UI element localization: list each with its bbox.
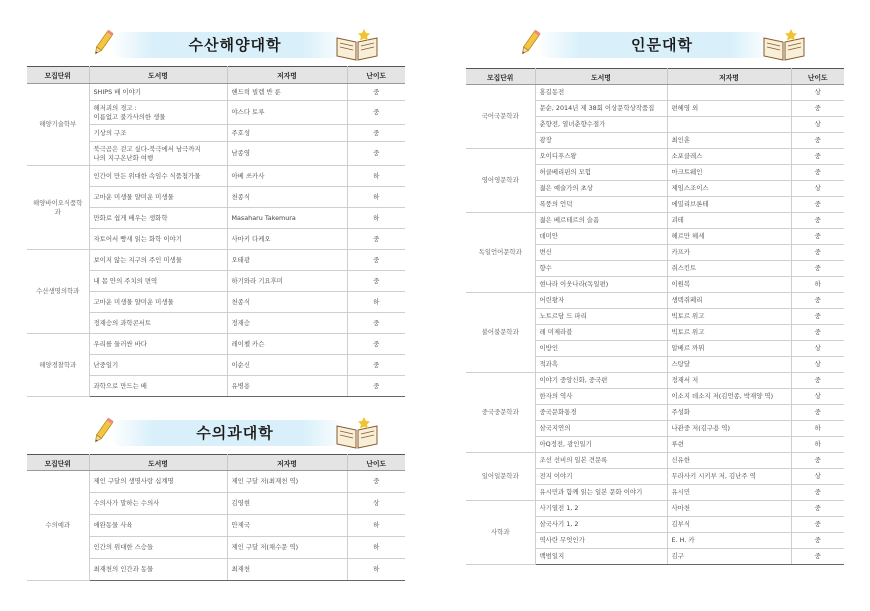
book-cell: SHIPS 배 이야기	[89, 84, 227, 101]
book-cell: 수의사가 말하는 수의사	[89, 493, 227, 515]
book-cell: 허클베리핀의 모험	[535, 165, 667, 181]
book-cell: 중국문화통경	[535, 405, 667, 421]
book-line: 이름없고 불가사의한 생물	[93, 112, 166, 121]
book-cell: 젊은 베르테르의 슬픔	[535, 213, 667, 229]
col-header-author: 저자명	[667, 69, 791, 85]
book-line: 해저괴의 경고 :	[93, 103, 137, 112]
book-cell: 만화로 쉽게 배우는 생화학	[89, 208, 227, 229]
author-cell: 이순신	[227, 355, 347, 376]
suui-table	[27, 454, 405, 581]
author-cell: Masaharu Takemura	[227, 208, 347, 229]
author-cell: 유시민	[667, 485, 791, 501]
author-cell: 스탕달	[667, 357, 791, 373]
suui-header	[90, 414, 380, 458]
table-row	[27, 84, 405, 101]
unit-cell: 해양기술학부	[27, 84, 89, 166]
table-row	[466, 293, 844, 309]
author-cell: 카프카	[667, 245, 791, 261]
level-cell: 중	[791, 293, 844, 309]
book-cell: 고마운 미생물 얄미운 미생물	[89, 187, 227, 208]
book-cell: 조선 선비의 일본 견문록	[535, 453, 667, 469]
author-cell: 하기와라 기요후미	[227, 271, 347, 292]
book-cell: 문순, 2014년 제 38회 이상문학상작품집	[535, 101, 667, 117]
book-cell: 폭풍의 언덕	[535, 197, 667, 213]
level-cell: 상	[791, 389, 844, 405]
col-header-book: 도서명	[535, 69, 667, 85]
book-line: 나의 지구온난화 여행	[93, 153, 154, 162]
author-cell: 야스다 토루	[227, 101, 347, 125]
author-cell: 이원복	[667, 277, 791, 293]
level-cell: 중	[347, 471, 405, 493]
level-cell: 상	[791, 341, 844, 357]
book-cell: 애완동물 사육	[89, 515, 227, 537]
book-cell: 난중일기	[89, 355, 227, 376]
col-header-unit: 모집단위	[27, 455, 89, 471]
author-cell: 정재서 저	[667, 373, 791, 389]
level-cell: 하	[347, 166, 405, 187]
level-cell: 중	[347, 376, 405, 397]
col-header-level: 난이도	[791, 69, 844, 85]
author-cell: 레이첼 카슨	[227, 334, 347, 355]
book-line: 북극곰은 걷고 싶다-북극에서 남극까지	[93, 144, 201, 153]
level-cell: 상	[791, 469, 844, 485]
book-cell: 홍길동전	[535, 85, 667, 101]
author-cell: 천종식	[227, 292, 347, 313]
level-cell: 중	[791, 229, 844, 245]
book-cell: 과학으로 만드는 배	[89, 376, 227, 397]
level-cell: 하	[347, 515, 405, 537]
inmun-header	[517, 26, 807, 70]
level-cell: 중	[791, 101, 844, 117]
author-cell: 김부식	[667, 517, 791, 533]
author-cell: 최재천	[227, 559, 347, 581]
table-row	[27, 471, 405, 493]
unit-cell: 일어일문학과	[466, 453, 535, 501]
level-cell: 중	[791, 261, 844, 277]
book-cell: 젊은 예술가의 초상	[535, 181, 667, 197]
book-cell: 최재천의 인간과 동물	[89, 559, 227, 581]
level-cell: 중	[347, 271, 405, 292]
suisan-table	[27, 66, 405, 397]
author-cell: 사마키 다케오	[227, 229, 347, 250]
level-cell: 상	[791, 85, 844, 101]
level-cell: 중	[347, 142, 405, 166]
author-cell: 주호성	[227, 125, 347, 142]
author-cell: 생텍쥐페리	[667, 293, 791, 309]
book-cell: 전지 이야기	[535, 469, 667, 485]
level-cell: 중	[347, 313, 405, 334]
author-cell: 유병용	[227, 376, 347, 397]
inmun-title: 인문대학	[631, 36, 693, 54]
author-cell: 신유한	[667, 453, 791, 469]
author-cell: 편혜영 외	[667, 101, 791, 117]
level-cell: 중	[347, 229, 405, 250]
author-cell: 남종영	[227, 142, 347, 166]
level-cell: 하	[347, 208, 405, 229]
table-row	[27, 250, 405, 271]
author-cell: 마크트웨인	[667, 165, 791, 181]
level-cell: 하	[347, 292, 405, 313]
author-cell: E. H. 카	[667, 533, 791, 549]
author-cell: 헨드릭 빌렘 반 룬	[227, 84, 347, 101]
book-cell: 삼국사기 1, 2	[535, 517, 667, 533]
author-cell: 천종식	[227, 187, 347, 208]
book-icon	[334, 26, 380, 62]
level-cell: 중	[791, 245, 844, 261]
table-row	[27, 166, 405, 187]
col-header-unit: 모집단위	[466, 69, 535, 85]
col-header-author: 저자명	[227, 455, 347, 471]
author-cell: 헤르만 헤세	[667, 229, 791, 245]
author-cell: 빅토르 위고	[667, 309, 791, 325]
author-cell: 이소지 데소지 저(김언종, 박재양 역)	[667, 389, 791, 405]
level-cell: 중	[791, 197, 844, 213]
level-cell: 중	[791, 133, 844, 149]
suisan-title: 수산해양대학	[188, 36, 282, 54]
level-cell: 중	[347, 250, 405, 271]
book-cell: 이야기 중앙신화, 중국편	[535, 373, 667, 389]
level-cell: 중	[791, 309, 844, 325]
book-cell: 노트르담 드 파리	[535, 309, 667, 325]
level-cell: 중	[791, 149, 844, 165]
book-cell: 이방인	[535, 341, 667, 357]
level-cell: 하	[791, 437, 844, 453]
book-cell: 자토어서 빵새 읽는 화학 이야기	[89, 229, 227, 250]
book-cell: 인간의 위대한 스승들	[89, 537, 227, 559]
table-row	[466, 501, 844, 517]
col-header-level: 난이도	[347, 455, 405, 471]
book-cell: 역사란 무엇인가	[535, 533, 667, 549]
book-cell: 레 미제라블	[535, 325, 667, 341]
book-cell: 유시민과 함께 읽는 일본 문화 이야기	[535, 485, 667, 501]
level-cell: 중	[791, 165, 844, 181]
level-cell: 중	[347, 334, 405, 355]
book-cell: 아Q정전, 광인일기	[535, 437, 667, 453]
book-cell: 춘향전, 열녀춘향수절가	[535, 117, 667, 133]
level-cell: 중	[791, 453, 844, 469]
unit-cell: 중국중문학과	[466, 373, 535, 453]
level-cell: 중	[347, 101, 405, 125]
book-icon	[761, 26, 807, 62]
level-cell: 상	[347, 493, 405, 515]
level-cell: 중	[791, 213, 844, 229]
col-header-book: 도서명	[89, 67, 227, 84]
author-cell: 아베 쓰카사	[227, 166, 347, 187]
level-cell: 중	[347, 84, 405, 101]
suisan-header	[90, 26, 380, 70]
book-cell: 기상의 구조	[89, 125, 227, 142]
level-cell: 중	[791, 405, 844, 421]
unit-cell: 국어국문학과	[466, 85, 535, 149]
level-cell: 중	[791, 549, 844, 565]
book-cell: 데미안	[535, 229, 667, 245]
unit-cell: 수산생명의학과	[27, 250, 89, 334]
unit-cell: 사학과	[466, 501, 535, 565]
book-cell: 적과흑	[535, 357, 667, 373]
author-cell: 제임스조이스	[667, 181, 791, 197]
book-cell: 제인 구달의 생명사랑 십계명	[89, 471, 227, 493]
author-cell	[667, 85, 791, 101]
level-cell: 하	[347, 559, 405, 581]
level-cell: 하	[347, 187, 405, 208]
book-cell: 광장	[535, 133, 667, 149]
col-header-author: 저자명	[227, 67, 347, 84]
suui-title: 수의과대학	[196, 424, 274, 442]
author-cell: 김영현	[227, 493, 347, 515]
col-header-book: 도서명	[89, 455, 227, 471]
table-row	[27, 334, 405, 355]
author-cell: 괴테	[667, 213, 791, 229]
author-cell: 오태광	[227, 250, 347, 271]
level-cell: 중	[791, 533, 844, 549]
level-cell: 상	[791, 181, 844, 197]
author-cell: 나관중 저(김구용 역)	[667, 421, 791, 437]
col-header-level: 난이도	[347, 67, 405, 84]
level-cell: 하	[347, 537, 405, 559]
level-cell: 상	[791, 357, 844, 373]
table-row	[466, 85, 844, 101]
book-cell: 어린왕자	[535, 293, 667, 309]
book-cell: 내 몸 안의 주치의 면역	[89, 271, 227, 292]
book-cell	[89, 101, 227, 125]
author-cell	[667, 117, 791, 133]
book-cell: 변신	[535, 245, 667, 261]
unit-cell: 불어불문학과	[466, 293, 535, 373]
book-cell: 정재승의 과학콘서트	[89, 313, 227, 334]
author-cell: 제인 구달 저(최재천 역)	[227, 471, 347, 493]
author-cell: 사마천	[667, 501, 791, 517]
unit-cell: 수의예과	[27, 471, 89, 581]
book-cell: 한자의 역사	[535, 389, 667, 405]
level-cell: 중	[791, 325, 844, 341]
author-cell: 알베르 까뮈	[667, 341, 791, 357]
book-cell: 우리를 둘러싼 바다	[89, 334, 227, 355]
book-cell: 보이지 않는 지구의 주인 미생물	[89, 250, 227, 271]
unit-cell: 해양바이오식품학과	[27, 166, 89, 250]
book-icon	[334, 414, 380, 450]
book-cell: 사기열전 1, 2	[535, 501, 667, 517]
level-cell: 중	[347, 355, 405, 376]
level-cell: 중	[791, 517, 844, 533]
book-cell: 삼국지연의	[535, 421, 667, 437]
level-cell: 중	[791, 373, 844, 389]
author-cell: 에밀리브론테	[667, 197, 791, 213]
book-cell: 고마운 미생물 얄미운 미생물	[89, 292, 227, 313]
unit-cell: 해양경찰학과	[27, 334, 89, 397]
unit-cell: 독일언어문학과	[466, 213, 535, 293]
level-cell: 하	[791, 277, 844, 293]
level-cell: 중	[791, 485, 844, 501]
author-cell: 제인 구달 저(채수문 역)	[227, 537, 347, 559]
author-cell: 쥐스킨트	[667, 261, 791, 277]
table-row	[466, 373, 844, 389]
book-cell: 오이디푸스왕	[535, 149, 667, 165]
book-cell: 백범일지	[535, 549, 667, 565]
inmun-table	[466, 68, 844, 565]
level-cell: 중	[791, 501, 844, 517]
author-cell: 주성화	[667, 405, 791, 421]
col-header-unit: 모집단위	[27, 67, 89, 84]
level-cell: 상	[791, 117, 844, 133]
book-cell: 향수	[535, 261, 667, 277]
table-row	[466, 213, 844, 229]
table-row	[466, 149, 844, 165]
author-cell: 무라사키 시키부 저, 김난주 역	[667, 469, 791, 485]
author-cell: 최인훈	[667, 133, 791, 149]
level-cell: 중	[347, 125, 405, 142]
book-cell	[89, 142, 227, 166]
level-cell: 하	[791, 421, 844, 437]
unit-cell: 영어영문학과	[466, 149, 535, 213]
author-cell: 정재승	[227, 313, 347, 334]
book-cell: 현나라 이웃나라(독일편)	[535, 277, 667, 293]
author-cell: 김구	[667, 549, 791, 565]
author-cell: 안제국	[227, 515, 347, 537]
table-row	[466, 453, 844, 469]
author-cell: 루쉰	[667, 437, 791, 453]
author-cell: 소포클레스	[667, 149, 791, 165]
book-cell: 인간이 만든 위대한 속임수 식품첨가물	[89, 166, 227, 187]
author-cell: 빅토르 위고	[667, 325, 791, 341]
